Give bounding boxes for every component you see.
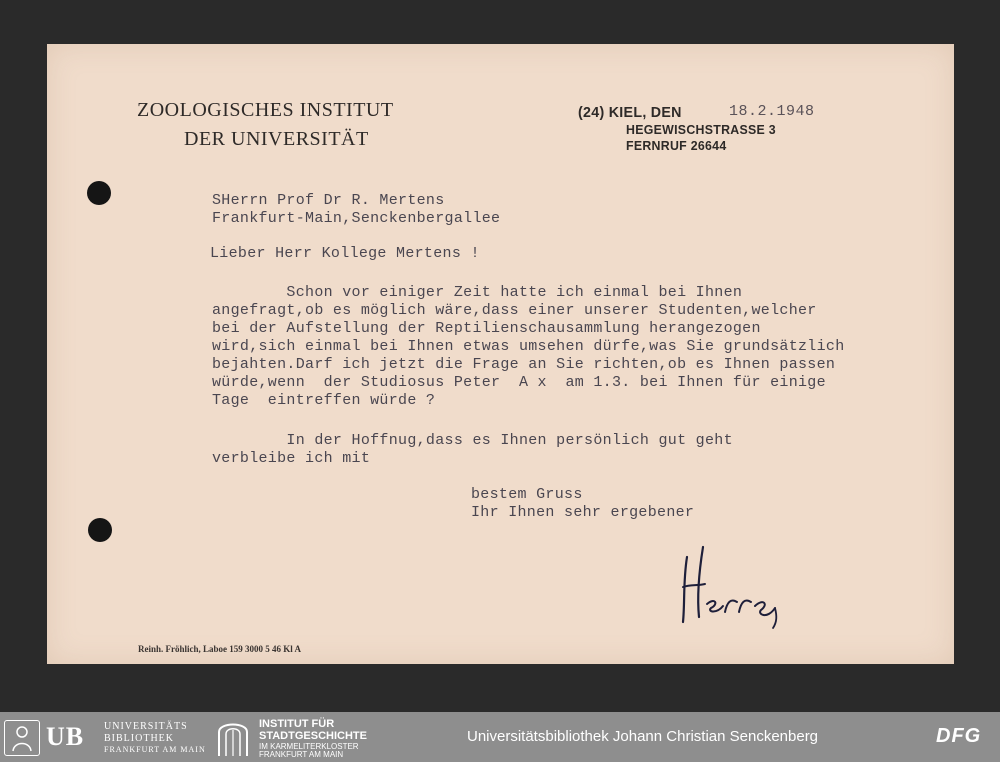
isg-text-line3: IM KARMELITERKLOSTER <box>259 742 359 751</box>
punch-hole-top <box>87 181 111 205</box>
recipient-line2: Frankfurt-Main,Senckenbergallee <box>212 210 501 227</box>
ub-text-line1: UNIVERSITÄTS <box>104 721 188 732</box>
body-line: bei der Aufstellung der Reptilienschausammlung herangezogen <box>212 320 761 337</box>
institute-name-line1: ZOOLOGISCHES INSTITUT <box>137 99 394 121</box>
footer-bar <box>0 712 1000 762</box>
recipient-line1: SHerrn Prof Dr R. Mertens <box>212 192 445 209</box>
body-line: wird,sich einmal bei Ihnen etwas umsehen dürfe,was Sie grundsätzlich <box>212 338 845 355</box>
body-line: Tage eintreffen würde ? <box>212 392 436 409</box>
isg-text-line2: STADTGESCHICHTE <box>259 730 367 742</box>
body-line: angefragt,ob es möglich wäre,dass einer unserer Studenten,welcher <box>212 302 817 319</box>
ub-crest-icon <box>4 720 40 756</box>
handwritten-signature <box>677 542 797 632</box>
ub-logo[interactable] <box>4 718 204 756</box>
isg-text-line1: INSTITUT FÜR <box>259 718 335 730</box>
phone-number: FERNRUF 26644 <box>626 138 727 153</box>
body-line: Schon vor einiger Zeit hatte ich einmal bei Ihnen <box>212 284 743 301</box>
arch-icon <box>215 718 251 756</box>
body-line: würde,wenn der Studiosus Peter A x am 1.3. bei Ihnen für einige <box>212 374 826 391</box>
isg-logo[interactable] <box>215 718 415 759</box>
letter-sheet <box>47 44 954 664</box>
ub-text-line2: BIBLIOTHEK <box>104 733 174 744</box>
institute-name-line2: DER UNIVERSITÄT <box>184 128 369 150</box>
closing-line: In der Hoffnug,dass es Ihnen persönlich gut geht <box>212 432 733 449</box>
punch-hole-bottom <box>88 518 112 542</box>
regards-line1: bestem Gruss <box>471 486 583 503</box>
regards-line2: Ihr Ihnen sehr ergebener <box>471 504 695 521</box>
ub-text-line3: FRANKFURT AM MAIN <box>104 745 206 754</box>
ub-letters: UB <box>46 722 85 751</box>
isg-text-line4: FRANKFURT AM MAIN <box>259 750 344 759</box>
salutation: Lieber Herr Kollege Mertens ! <box>210 245 480 262</box>
printer-imprint: Reinh. Fröhlich, Laboe 159 3000 5 46 Kl A <box>138 644 302 654</box>
body-line: bejahten.Darf ich jetzt die Frage an Sie richten,ob es Ihnen passen <box>212 356 836 373</box>
letter-date: 18.2.1948 <box>729 103 815 120</box>
footer-title[interactable]: Universitätsbibliothek Johann Christian Senckenberg <box>467 728 819 745</box>
dfg-logo[interactable]: DFG <box>936 725 982 747</box>
city-prefix: (24) KIEL, DEN <box>578 104 682 121</box>
street-address: HEGEWISCHSTRASSE 3 <box>626 122 776 137</box>
closing-line: verbleibe ich mit <box>212 450 371 467</box>
